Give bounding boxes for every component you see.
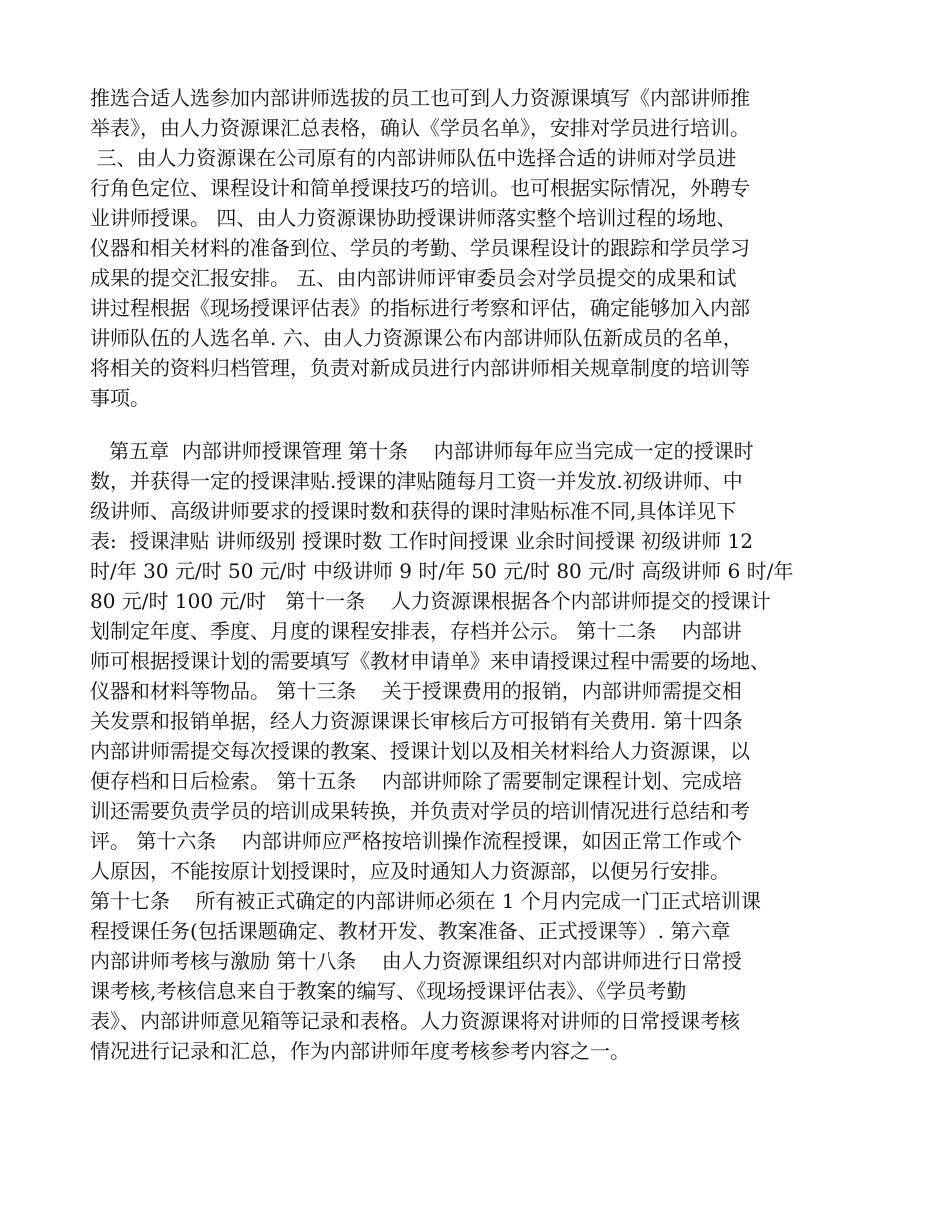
text-line: 第五章 内部讲师授课管理 第十条 内部讲师每年应当完成一定的授课时 — [90, 439, 754, 463]
text-line: 事项。 — [90, 386, 150, 410]
text-line: 表: 授课津贴 讲师级别 授课时数 工作时间授课 业余时间授课 初级讲师 12 — [90, 529, 754, 553]
text-line: 师可根据授课计划的需要填写《教材申请单》来申请授课过程中需要的场地、 — [90, 649, 770, 673]
text-line: 第十七条 所有被正式确定的内部讲师必须在 1 个月内完成一门正式培训课 — [90, 889, 761, 913]
text-line: 讲师队伍的人选名单. 六、由人力资源课公布内部讲师队伍新成员的名单， — [90, 326, 743, 350]
text-line: 将相关的资料归档管理，负责对新成员进行内部讲师相关规章制度的培训等 — [90, 356, 750, 380]
text-line: 便存档和日后检索。 第十五条 内部讲师除了需要制定课程计划、完成培 — [90, 769, 742, 793]
text-line: 级讲师、高级讲师要求的授课时数和获得的课时津贴标准不同,具体详见下 — [90, 499, 737, 523]
text-line: 时/年 30 元/时 50 元/时 中级讲师 9 时/年 50 元/时 80 元/时 高级讲师 6 时/年 — [90, 559, 794, 583]
text-line: 数，并获得一定的授课津贴.授课的津贴随每月工资一并发放.初级讲师、中 — [90, 469, 743, 493]
text-line: 80 元/时 100 元/时 第十一条 人力资源课根据各个内部讲师提交的授课计 — [90, 589, 771, 613]
text-line: 推选合适人选参加内部讲师选拔的员工也可到人力资源课填写《内部讲师推 — [90, 86, 750, 110]
text-line: 仪器和相关材料的准备到位、学员的考勤、学员课程设计的跟踪和学员学习 — [90, 236, 750, 260]
text-line: 评。 第十六条 内部讲师应严格按培训操作流程授课，如因正常工作或个 — [90, 829, 742, 853]
paragraph-trainee-selection — [90, 83, 870, 413]
text-line: 情况进行记录和汇总，作为内部讲师年度考核参考内容之一。 — [90, 1039, 630, 1063]
text-line: 关发票和报销单据，经人力资源课课长审核后方可报销有关费用. 第十四条 — [90, 709, 743, 733]
text-line: 划制定年度、季度、月度的课程安排表，存档并公示。 第十二条 内部讲 — [90, 619, 742, 643]
text-line: 程授课任务(包括课题确定、教材开发、教案准备、正式授课等）. 第六章 — [90, 919, 731, 943]
text-line: 内部讲师考核与激励 第十八条 由人力资源课组织对内部讲师进行日常授 — [90, 949, 742, 973]
text-line: 讲过程根据《现场授课评估表》的指标进行考察和评估，确定能够加入内部 — [90, 296, 750, 320]
paragraph-chapter-five-six — [90, 436, 870, 1066]
text-line: 训还需要负责学员的培训成果转换，并负责对学员的培训情况进行总结和考 — [90, 799, 750, 823]
text-line: 举表》，由人力资源课汇总表格，确认《学员名单》，安排对学员进行培训。 — [90, 116, 750, 140]
text-line: 内部讲师需提交每次授课的教案、授课计划以及相关材料给人力资源课，以 — [90, 739, 750, 763]
text-line: 人原因，不能按原计划授课时，应及时通知人力资源部，以便另行安排。 — [90, 859, 730, 883]
text-line: 三、由人力资源课在公司原有的内部讲师队伍中选择合适的讲师对学员进 — [90, 146, 737, 170]
text-line: 行角色定位、课程设计和简单授课技巧的培训。也可根据实际情况，外聘专 — [90, 176, 750, 200]
text-line: 课考核,考核信息来自于教案的编写、《现场授课评估表》、《学员考勤 — [90, 979, 687, 1003]
text-line: 表》、内部讲师意见箱等记录和表格。人力资源课将对讲师的日常授课考核 — [90, 1009, 740, 1033]
text-line: 业讲师授课。 四、由人力资源课协助授课讲师落实整个培训过程的场地、 — [90, 206, 737, 230]
text-line: 仪器和材料等物品。 第十三条 关于授课费用的报销，内部讲师需提交相 — [90, 679, 742, 703]
text-line: 成果的提交汇报安排。 五、由内部讲师评审委员会对学员提交的成果和试 — [90, 266, 737, 290]
